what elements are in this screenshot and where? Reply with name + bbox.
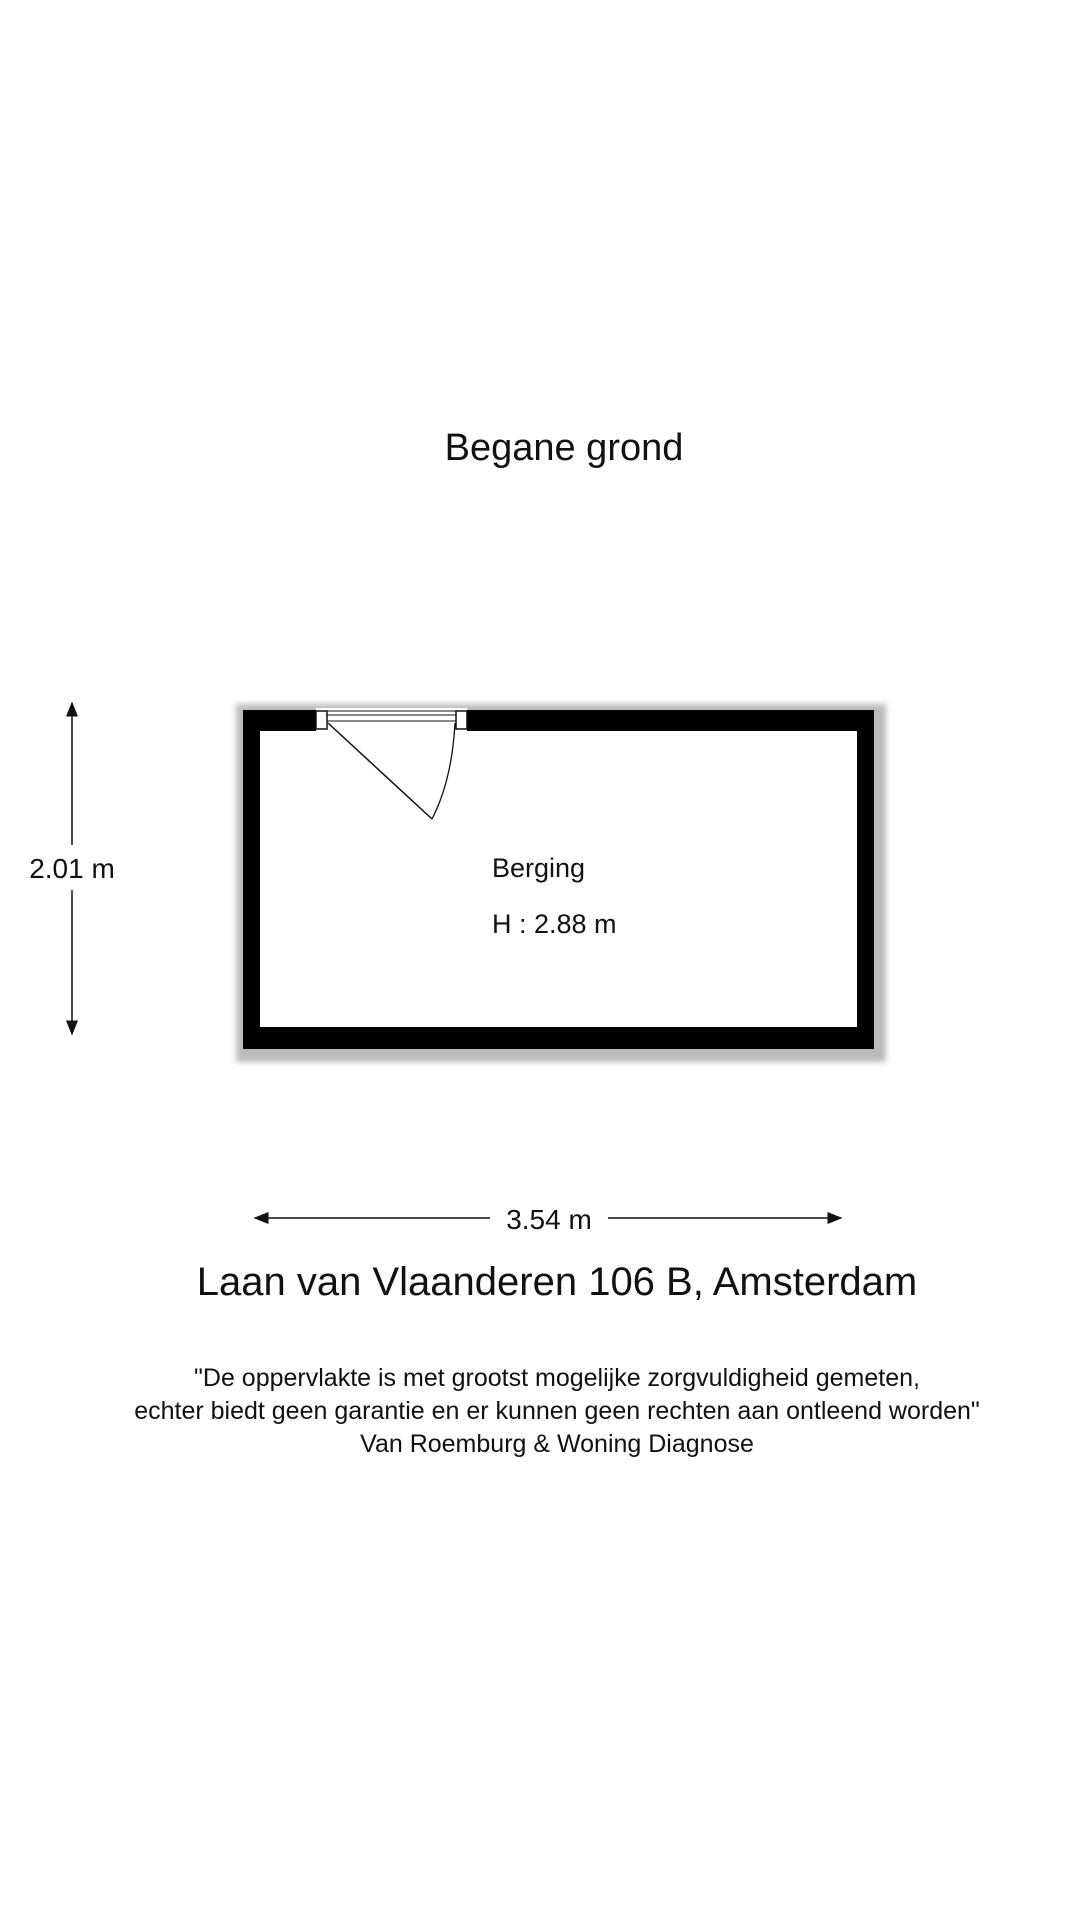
width-dimension-label: 3.54 m [506, 1204, 592, 1235]
disclaimer-credit: Van Roemburg & Woning Diagnose [360, 1430, 754, 1458]
room-name: Berging [492, 853, 586, 883]
door-swing [328, 723, 455, 819]
height-dimension [29, 703, 115, 1034]
height-dimension-label: 2.01 m [29, 853, 115, 884]
room-height: H : 2.88 m [492, 909, 617, 939]
address: Laan van Vlaanderen 106 B, Amsterdam [196, 1260, 918, 1304]
disclaimer-line-1: "De oppervlakte is met grootst mogelijke zorgvuldigheid gemeten, [194, 1364, 920, 1392]
width-dimension [255, 1204, 841, 1235]
disclaimer-line-2: echter biedt geen garantie en er kunnen geen rechten aan ontleend worden" [134, 1397, 980, 1425]
floor-title: Begane grond [444, 427, 684, 469]
